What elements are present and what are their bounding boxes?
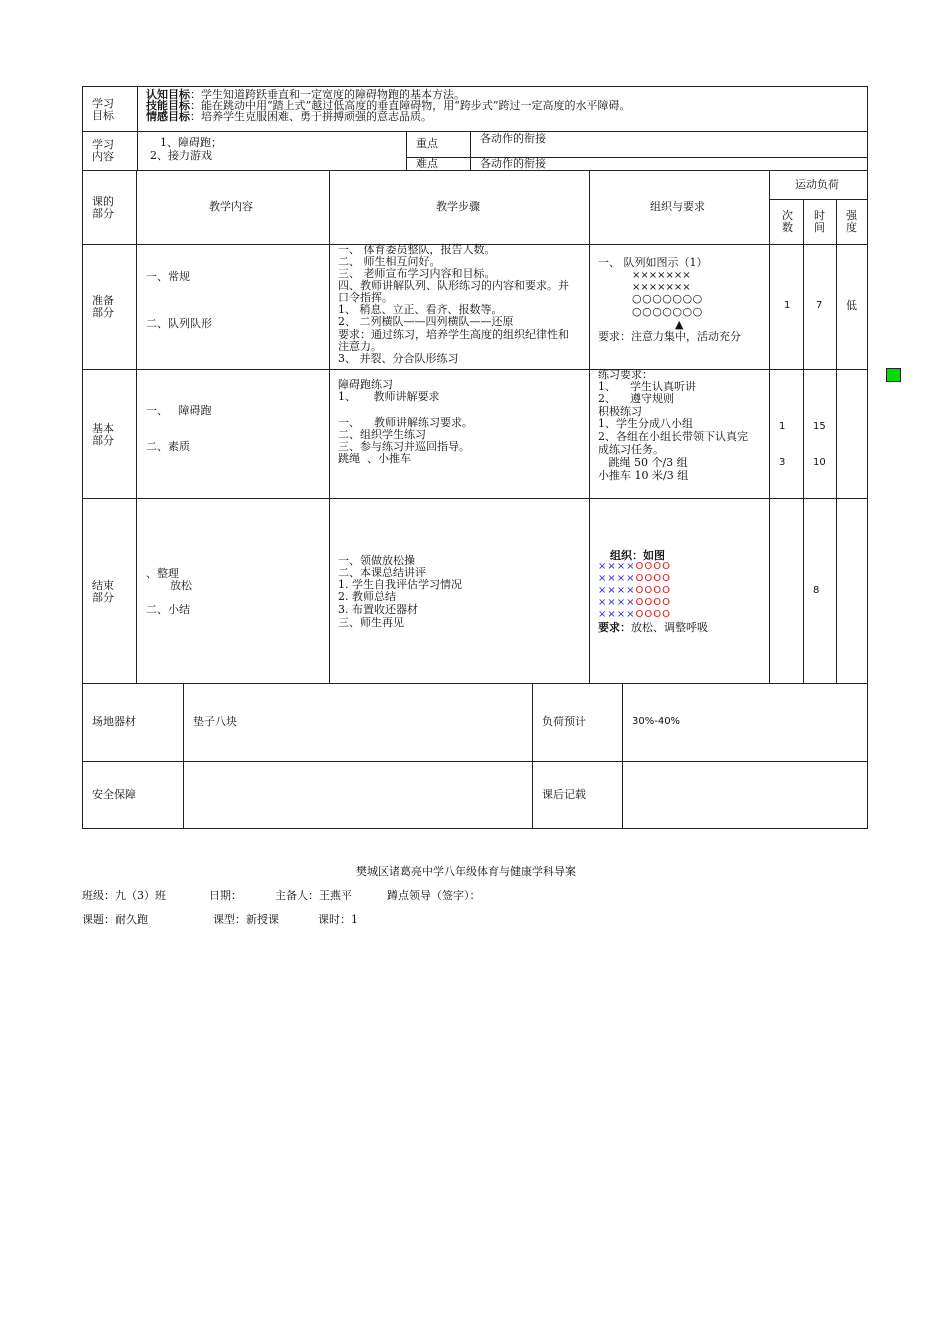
table-border — [836, 199, 837, 684]
end-time: 8 — [813, 585, 820, 596]
prep-step: 要求：通过练习，培养学生高度的组织纪律性和 — [338, 328, 569, 341]
end-org-requirement — [598, 622, 708, 634]
table-border — [329, 170, 330, 684]
basic-org-line: 练习要求： — [598, 368, 653, 381]
formation-row — [598, 573, 671, 585]
basic-count-2: 3 — [779, 457, 786, 468]
formation-o: OOOO — [635, 585, 671, 596]
table-border — [82, 761, 868, 762]
skill-text: ：能在跳动中用“踏上式”越过低高度的垂直障碍物，用“跨步式”跨过一定高度的水平障碍。 — [190, 99, 631, 112]
cognitive-text: ：学生知道跨跃垂直和一定宽度的障碍物跑的基本方法。 — [190, 88, 465, 101]
table-border — [183, 683, 184, 828]
formation-x: ×××× — [598, 585, 636, 596]
basic-org-line: 成练习任务。 — [598, 443, 664, 456]
formation-row-x: ××××××× — [632, 270, 691, 281]
formation-x: ×××× — [598, 561, 636, 572]
content-item-1: 1、障碍跑； — [160, 136, 222, 149]
load-estimate-value: 30%-40% — [632, 716, 681, 727]
basic-time-1: 15 — [813, 421, 826, 432]
next-page-date: 日期： — [209, 889, 242, 902]
header-org: 组织与要求 — [650, 200, 705, 213]
formation-row — [598, 561, 671, 573]
table-border — [82, 828, 868, 829]
prep-step: 三、 老师宣布学习内容和目标。 — [338, 267, 496, 280]
table-border — [82, 369, 868, 370]
table-border — [769, 199, 868, 200]
formation-o: OOOO — [635, 609, 671, 620]
emotion-objective — [146, 111, 432, 123]
table-border — [470, 131, 471, 171]
teacher-triangle-icon: ▲ — [675, 318, 684, 331]
table-border — [867, 86, 868, 828]
table-border — [406, 131, 407, 171]
prep-content-2: 二、队列队形 — [146, 317, 212, 330]
formation-row — [598, 597, 671, 609]
basic-step: 一、 教师讲解练习要求。 — [338, 416, 473, 429]
basic-content-1: 一、 障碍跑 — [146, 404, 212, 417]
header-count: 次 数 — [782, 209, 793, 234]
table-border — [82, 86, 83, 828]
basic-org-line: 积极练习 — [598, 405, 642, 418]
formation-o: OOOO — [635, 597, 671, 608]
end-org-title: 组织：如图 — [610, 549, 665, 562]
prep-org-requirement: 要求：注意力集中，活动充分 — [598, 330, 741, 343]
header-content: 教学内容 — [209, 200, 253, 213]
load-estimate-label: 负荷预计 — [542, 715, 586, 728]
formation-row-x: ××××××× — [632, 282, 691, 293]
formation-o: OOOO — [635, 561, 671, 572]
content-label: 学习 内容 — [92, 138, 114, 163]
end-org-req-label: 要求： — [598, 621, 631, 634]
basic-step: 1、 教师讲解要求 — [338, 390, 440, 403]
basic-org-line: 2、 遵守规则 — [598, 392, 674, 405]
basic-label: 基本 部分 — [92, 422, 114, 447]
table-border — [82, 170, 868, 171]
table-border — [622, 683, 623, 828]
next-page-class: 班级：九（3）班 — [82, 889, 166, 902]
header-load: 运动负荷 — [795, 178, 839, 191]
end-content-1: 、整理 — [146, 567, 179, 580]
next-page-leader: 蹲点领导（签字）： — [387, 889, 481, 902]
header-steps: 教学步骤 — [436, 200, 480, 213]
key-point-text: 各动作的衔接 — [480, 132, 546, 145]
formation-o: OOOO — [635, 573, 671, 584]
table-border — [803, 199, 804, 684]
prep-intensity: 低 — [846, 299, 857, 312]
end-label: 结束 部分 — [92, 579, 114, 604]
end-step: 1. 学生自我评估学习情况 — [338, 578, 462, 591]
skill-label: 技能目标 — [146, 99, 190, 112]
basic-org-line: 跳绳 50 个/3 组 — [598, 456, 688, 469]
basic-org-line: 1、学生分成八小组 — [598, 417, 693, 430]
venue-label: 场地器材 — [92, 715, 136, 728]
basic-count-1: 1 — [779, 421, 786, 432]
prep-step: 一、 体育委员整队，报告人数。 — [338, 243, 496, 256]
table-border — [82, 498, 868, 499]
emotion-text: ：培养学生克服困难、勇于拼搏顽强的意志品质。 — [190, 110, 432, 123]
table-border — [589, 170, 590, 684]
formation-x: ×××× — [598, 597, 636, 608]
table-border — [769, 170, 770, 684]
table-border — [82, 131, 868, 132]
next-page-type: 课型：新授课 — [213, 913, 279, 926]
prep-step: 3、 并裂、分合队形练习 — [338, 352, 459, 365]
emotion-label: 情感目标 — [146, 110, 190, 123]
cognitive-label: 认知目标 — [146, 88, 190, 101]
green-marker — [886, 368, 901, 382]
objectives-label: 学习 目标 — [92, 97, 114, 122]
basic-org-line: 小推车 10 米/3 组 — [598, 469, 689, 482]
prep-step: 二、 师生相互问好。 — [338, 255, 441, 268]
prep-step: 注意力。 — [338, 340, 382, 353]
formation-row — [598, 609, 671, 621]
header-time: 时 间 — [814, 209, 825, 234]
header-intensity: 强 度 — [846, 209, 857, 234]
prep-label: 准备 部分 — [92, 294, 114, 319]
header-part: 课的 部分 — [92, 195, 114, 220]
basic-step: 障碍跑练习 — [338, 378, 393, 391]
formation-row-o: ○○○○○○○ — [632, 305, 703, 318]
difficulty-label: 难点 — [416, 157, 438, 170]
end-step: 一、领做放松操 — [338, 554, 415, 567]
table-border — [532, 683, 533, 828]
end-org-req-text: 放松、调整呼吸 — [631, 621, 708, 634]
basic-time-2: 10 — [813, 457, 826, 468]
difficulty-text: 各动作的衔接 — [480, 157, 546, 170]
table-border — [137, 86, 138, 171]
key-point-label: 重点 — [416, 137, 438, 150]
safety-label: 安全保障 — [92, 788, 136, 801]
next-page-title: 樊城区诸葛亮中学八年级体育与健康学科导案 — [356, 865, 576, 878]
formation-row-o: ○○○○○○○ — [632, 292, 703, 305]
prep-content-1: 一、常规 — [146, 270, 190, 283]
prep-count: 1 — [784, 300, 791, 311]
next-page-preparer: 主备人：王燕平 — [275, 889, 352, 902]
prep-step: 1、 稍息、立正、看齐、报数等。 — [338, 303, 503, 316]
table-border — [82, 86, 868, 87]
end-content-2: 二、小结 — [146, 603, 190, 616]
basic-step: 三、参与练习并巡回指导。 — [338, 440, 470, 453]
end-step: 二、本课总结讲评 — [338, 566, 426, 579]
table-border — [406, 157, 868, 158]
venue-text: 垫子八块 — [193, 715, 237, 728]
prep-time: 7 — [816, 300, 823, 311]
table-border — [82, 683, 868, 684]
formation-x: ×××× — [598, 609, 636, 620]
end-step: 三、师生再见 — [338, 616, 404, 629]
prep-step: 四、教师讲解队列、队形练习的内容和要求。并 — [338, 279, 569, 292]
prep-org-title: 一、 队列如图示（1） — [598, 256, 708, 269]
prep-step: 口令指挥。 — [338, 291, 393, 304]
next-page-period: 课时：1 — [318, 913, 358, 926]
end-step: 2. 教师总结 — [338, 590, 396, 603]
basic-step: 跳绳 、小推车 — [338, 452, 411, 465]
table-border — [136, 170, 137, 684]
content-item-2: 2、接力游戏 — [150, 149, 212, 162]
basic-org-line: 1、 学生认真听讲 — [598, 380, 696, 393]
formation-row — [598, 585, 671, 597]
basic-content-2: 二、素质 — [146, 440, 190, 453]
end-step: 3. 布置收还器材 — [338, 603, 418, 616]
basic-step: 二、组织学生练习 — [338, 428, 426, 441]
next-page-topic: 课题：耐久跑 — [82, 913, 148, 926]
notes-label: 课后记载 — [542, 788, 586, 801]
basic-org-line: 2、各组在小组长带领下认真完 — [598, 430, 748, 443]
formation-x: ×××× — [598, 573, 636, 584]
prep-step: 2、 二列横队——四列横队——还原 — [338, 315, 514, 328]
end-content-1b: 放松 — [170, 579, 192, 592]
